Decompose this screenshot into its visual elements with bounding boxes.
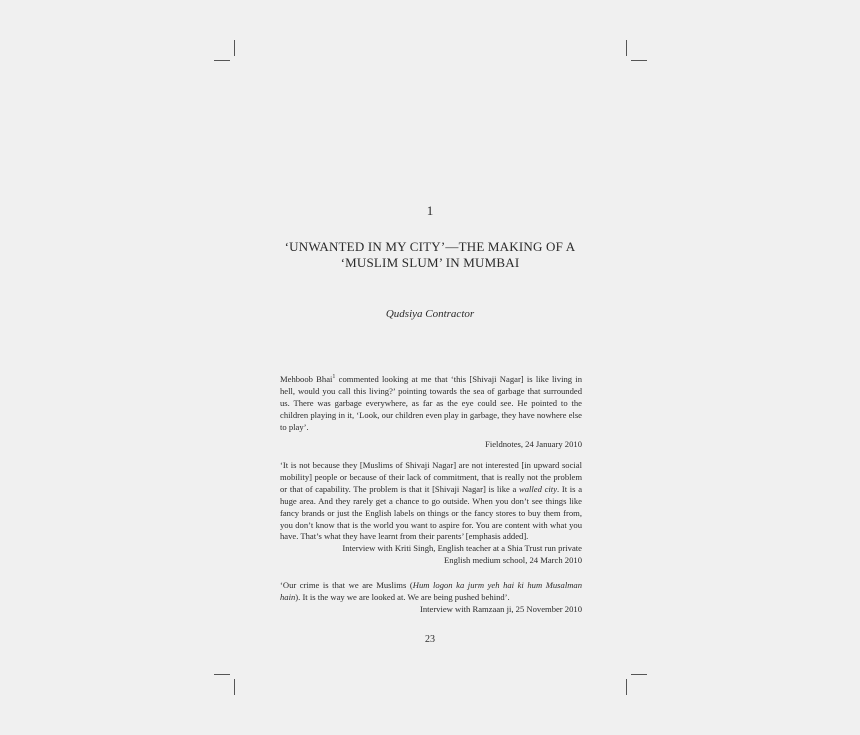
epigraph-2-text xyxy=(280,460,582,543)
epigraph-2-emphasis: walled city xyxy=(519,483,558,494)
epigraph-3 xyxy=(280,580,582,616)
epigraph-1-text-start: Mehboob Bhai xyxy=(280,374,333,384)
epigraph-3-emphasis: Hum logon ka jurm yeh hai ki hum Musalman hain xyxy=(280,580,583,602)
chapter-title-line-2: ‘MUSLIM SLUM’ IN MUMBAI xyxy=(340,255,520,270)
epigraph-1-source: Fieldnotes, 24 January 2010 xyxy=(485,438,582,449)
page-number: 23 xyxy=(425,634,435,645)
epigraph-1 xyxy=(280,374,582,450)
epigraph-2 xyxy=(280,460,582,567)
epigraph-3-text-rest: ). It is the way we are looked at. We are being pushed behind’. xyxy=(295,591,510,602)
crop-mark-bottom-right-horizontal xyxy=(631,674,647,675)
epigraph-1-text xyxy=(280,374,582,434)
epigraph-2-source-line-1: Interview with Kriti Singh, English teacher at a Shia Trust run private xyxy=(342,543,582,554)
epigraph-3-text-start: ‘Our crime is that we are Muslims ( xyxy=(280,580,413,590)
epigraph-3-text xyxy=(280,580,582,604)
epigraph-2-text-start: ‘It is not because they [Muslims of Shivaji Nagar] are not interested [in upward social mobility] people or because of their lack of commitment, that is really not the problem or that of capability. The problem is that it [Shivaji Nagar] is like a xyxy=(280,460,582,494)
chapter-title-line-1: ‘UNWANTED IN MY CITY’—THE MAKING OF A xyxy=(284,239,576,254)
epigraph-2-source-line-2: English medium school, 24 March 2010 xyxy=(444,555,582,566)
epigraph-2-text-rest: . It is a huge area. And they rarely get a chance to go outside. When you don’t see things like fancy brands or just the English labels on things or the fancy stores to buy them from, you don’t know that is the world you want to aspire for. You are content with what you have. That’s what they have learnt from their parents’ [emphasis added]. xyxy=(280,483,583,542)
chapter-author: Qudsiya Contractor xyxy=(385,308,475,320)
crop-mark-bottom-right-vertical xyxy=(626,679,627,695)
epigraph-1-text-rest: commented looking at me that ‘this [Shivaji Nagar] is like living in hell, would you call this living?’ pointing towards the sea of garbage that surrounded us. There was garbage everywhere, as far as the eye could see. He pointed to the children playing in it, ‘Look, our children even play in garbage, they have nowhere else to play’. xyxy=(280,374,582,432)
crop-mark-bottom-left-horizontal xyxy=(214,674,230,675)
crop-mark-top-right-horizontal xyxy=(631,60,647,61)
footnote-marker: 1 xyxy=(332,374,336,381)
epigraph-3-source: Interview with Ramzaan ji, 25 November 2010 xyxy=(419,603,582,614)
chapter-title xyxy=(240,239,620,271)
crop-mark-bottom-left-vertical xyxy=(234,679,235,695)
crop-mark-top-right-vertical xyxy=(626,40,627,56)
crop-mark-top-left-horizontal xyxy=(214,60,230,61)
crop-mark-top-left-vertical xyxy=(234,40,235,56)
chapter-number: 1 xyxy=(426,203,434,218)
